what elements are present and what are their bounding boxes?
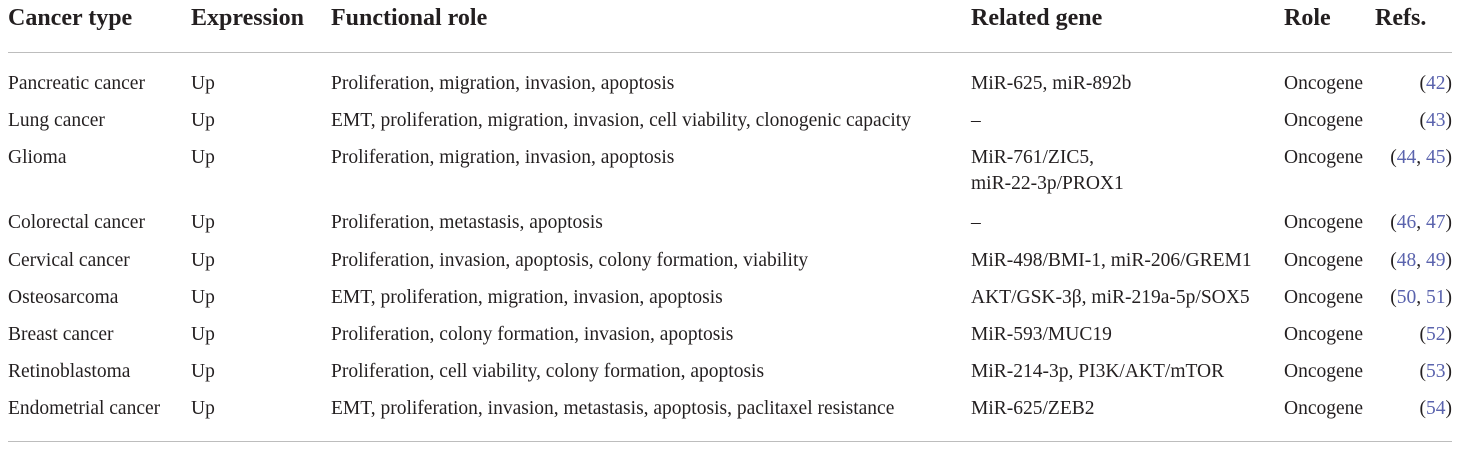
header-related-gene: Related gene bbox=[971, 5, 1103, 31]
reference-link[interactable]: 42 bbox=[1426, 73, 1446, 94]
cell-related-gene bbox=[971, 359, 1224, 385]
cell-cancer-type: Colorectal cancer bbox=[8, 212, 145, 233]
header-cancer-type: Cancer type bbox=[8, 5, 133, 31]
cell-role: Oncogene bbox=[1284, 287, 1364, 308]
cell-functional-role: Proliferation, migration, invasion, apoptosis bbox=[331, 147, 675, 168]
cell-functional-role: EMT, proliferation, migration, invasion, apoptosis bbox=[331, 287, 723, 308]
cell-cancer-type: Pancreatic cancer bbox=[8, 73, 145, 94]
cell-refs: (50, 51) bbox=[1390, 287, 1452, 308]
cell-role: Oncogene bbox=[1284, 250, 1364, 271]
header-role: Role bbox=[1284, 5, 1331, 31]
cell-functional-role: Proliferation, invasion, apoptosis, colony formation, viability bbox=[331, 250, 809, 271]
cell-cancer-type: Osteosarcoma bbox=[8, 287, 119, 308]
reference-link[interactable]: 47 bbox=[1426, 212, 1446, 233]
table-bottom-rule bbox=[8, 441, 1452, 442]
reference-link[interactable]: 45 bbox=[1426, 147, 1446, 168]
cell-related-gene bbox=[971, 145, 1124, 197]
cell-functional-role: Proliferation, cell viability, colony formation, apoptosis bbox=[331, 361, 765, 382]
header-functional-role: Functional role bbox=[331, 5, 488, 31]
cell-functional-role: EMT, proliferation, migration, invasion, cell viability, clonogenic capacity bbox=[331, 110, 911, 131]
reference-link[interactable]: 48 bbox=[1396, 250, 1417, 271]
header-expression: Expression bbox=[191, 5, 304, 31]
cell-expression: Up bbox=[191, 212, 215, 233]
cell-expression: Up bbox=[191, 110, 215, 131]
cell-expression: Up bbox=[191, 147, 215, 168]
cell-related-gene bbox=[971, 71, 1131, 97]
cell-refs: (54) bbox=[1419, 398, 1452, 419]
cell-cancer-type: Breast cancer bbox=[8, 324, 114, 345]
cell-role: Oncogene bbox=[1284, 147, 1364, 168]
cell-cancer-type: Lung cancer bbox=[8, 110, 105, 131]
cell-functional-role: Proliferation, metastasis, apoptosis bbox=[331, 212, 603, 233]
cell-functional-role: Proliferation, colony formation, invasion, apoptosis bbox=[331, 324, 734, 345]
cell-related-gene bbox=[971, 210, 981, 236]
reference-link[interactable]: 52 bbox=[1426, 324, 1446, 345]
related-gene-line: MiR-593/MUC19 bbox=[971, 324, 1112, 345]
cell-refs: (53) bbox=[1419, 361, 1452, 382]
related-gene-line: MiR-625, miR-892b bbox=[971, 73, 1132, 94]
cell-refs: (48, 49) bbox=[1390, 250, 1452, 271]
related-gene-line: – bbox=[971, 110, 981, 131]
cell-refs: (44, 45) bbox=[1390, 147, 1452, 168]
related-gene-line: MiR-625/ZEB2 bbox=[971, 398, 1095, 419]
header-divider bbox=[8, 52, 1452, 53]
cell-functional-role: Proliferation, migration, invasion, apoptosis bbox=[331, 73, 675, 94]
cell-related-gene bbox=[971, 396, 1095, 422]
cell-role: Oncogene bbox=[1284, 73, 1364, 94]
cell-expression: Up bbox=[191, 73, 215, 94]
related-gene-line: AKT/GSK-3β, miR-219a-5p/SOX5 bbox=[971, 287, 1250, 308]
reference-link[interactable]: 46 bbox=[1396, 212, 1417, 233]
cell-expression: Up bbox=[191, 250, 215, 271]
cell-expression: Up bbox=[191, 361, 215, 382]
cell-cancer-type: Glioma bbox=[8, 147, 67, 168]
cell-cancer-type: Endometrial cancer bbox=[8, 398, 161, 419]
cell-role: Oncogene bbox=[1284, 324, 1364, 345]
header-refs: Refs. bbox=[1375, 5, 1427, 31]
cell-role: Oncogene bbox=[1284, 110, 1364, 131]
related-gene-line: MiR-498/BMI-1, miR-206/GREM1 bbox=[971, 250, 1252, 271]
cell-expression: Up bbox=[191, 324, 215, 345]
cell-related-gene bbox=[971, 108, 981, 134]
cell-role: Oncogene bbox=[1284, 212, 1364, 233]
related-gene-line: MiR-214-3p, PI3K/AKT/mTOR bbox=[971, 361, 1225, 382]
reference-link[interactable]: 44 bbox=[1396, 147, 1417, 168]
cell-refs: (52) bbox=[1419, 324, 1452, 345]
cell-expression: Up bbox=[191, 287, 215, 308]
cell-related-gene bbox=[971, 248, 1252, 274]
cell-related-gene bbox=[971, 285, 1250, 311]
cell-refs: (42) bbox=[1419, 73, 1452, 94]
related-gene-line: – bbox=[971, 212, 981, 233]
cell-related-gene bbox=[971, 322, 1112, 348]
cell-cancer-type: Cervical cancer bbox=[8, 250, 130, 271]
cell-expression: Up bbox=[191, 398, 215, 419]
cell-role: Oncogene bbox=[1284, 361, 1364, 382]
reference-link[interactable]: 49 bbox=[1426, 250, 1446, 271]
related-gene-line: MiR-761/ZIC5, bbox=[971, 147, 1094, 168]
reference-link[interactable]: 53 bbox=[1426, 361, 1446, 382]
cell-cancer-type: Retinoblastoma bbox=[8, 361, 131, 382]
reference-link[interactable]: 43 bbox=[1426, 110, 1446, 131]
cell-refs: (46, 47) bbox=[1390, 212, 1452, 233]
reference-link[interactable]: 54 bbox=[1426, 398, 1446, 419]
reference-link[interactable]: 50 bbox=[1396, 287, 1417, 308]
cell-refs: (43) bbox=[1419, 110, 1452, 131]
cell-functional-role: EMT, proliferation, invasion, metastasis, apoptosis, paclitaxel resistance bbox=[331, 398, 895, 419]
cell-role: Oncogene bbox=[1284, 398, 1364, 419]
reference-link[interactable]: 51 bbox=[1426, 287, 1446, 308]
related-gene-line: miR-22-3p/PROX1 bbox=[971, 173, 1124, 194]
